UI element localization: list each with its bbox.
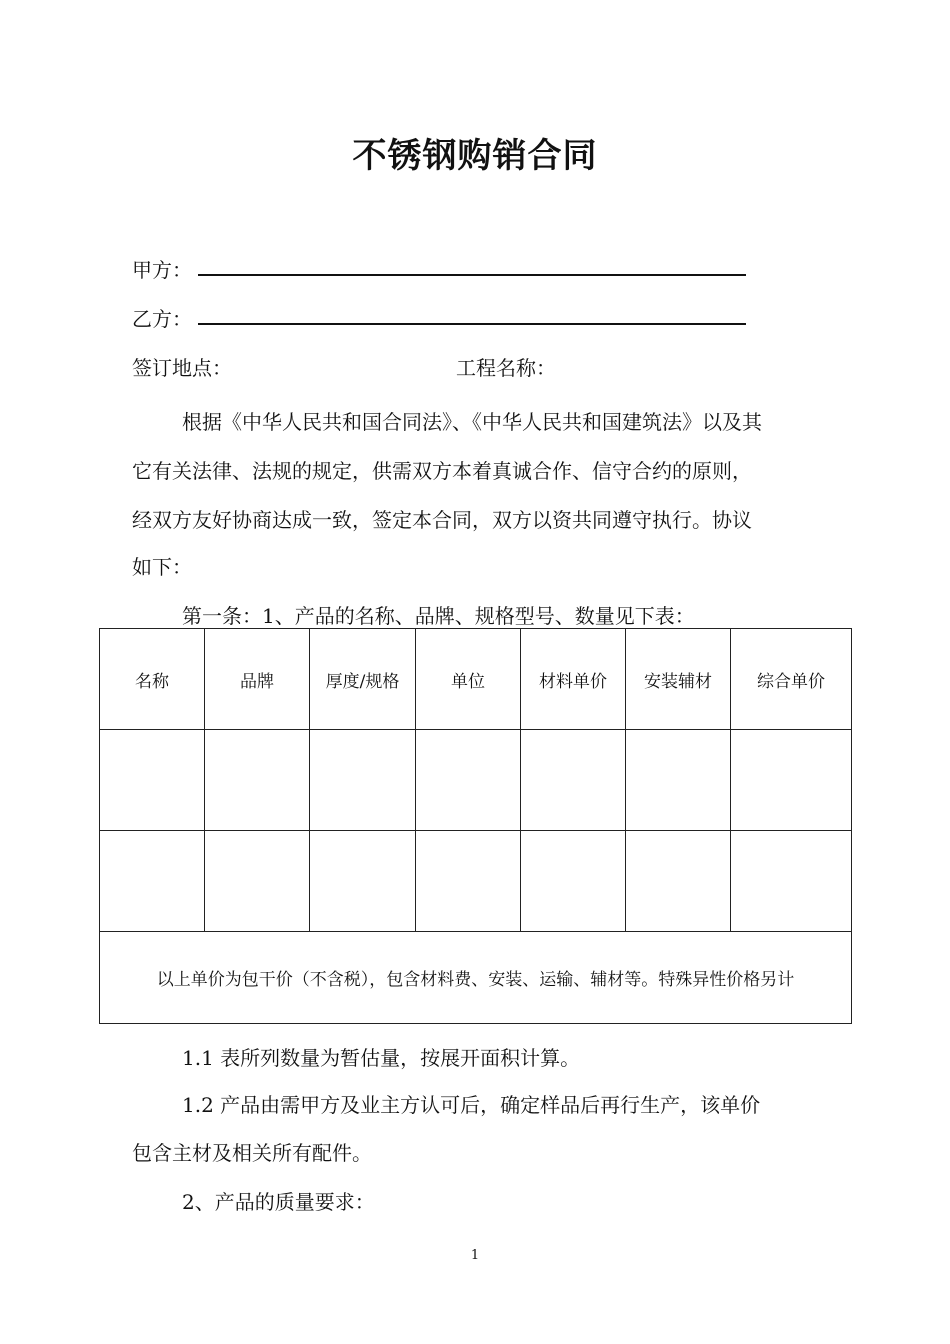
- table-note-row: [100, 932, 852, 1024]
- table-header-cell: 品牌: [205, 629, 310, 730]
- table-note: 以上单价为包干价（不含税），包含材料费、安装、运输、辅材等。特殊异性价格另计: [100, 932, 852, 1024]
- table-cell: [310, 831, 416, 932]
- page-number: 1: [470, 1248, 480, 1263]
- intro-line-2: 它有关法律、法规的规定，供需双方本着真诚合作、信守合约的原则，: [132, 459, 752, 483]
- table-cell: [205, 730, 310, 831]
- table-cell: [521, 831, 626, 932]
- table-header-row: [100, 629, 852, 730]
- clause-2: 2、产品的质量要求：: [182, 1190, 375, 1214]
- table-cell: [310, 730, 416, 831]
- table-cell: [626, 730, 731, 831]
- table-header-cell: 安装辅材: [626, 629, 731, 730]
- project-name-label: 工程名称：: [456, 356, 556, 380]
- table-cell: [731, 831, 852, 932]
- table-cell: [416, 831, 521, 932]
- table-row: [100, 831, 852, 932]
- table-cell: [100, 831, 205, 932]
- party-a-blank-line: [198, 274, 746, 276]
- intro-line-4: 如下：: [132, 555, 192, 579]
- clause-1-2-line-2: 包含主材及相关所有配件。: [132, 1141, 372, 1165]
- table-cell: [205, 831, 310, 932]
- table-cell: [100, 730, 205, 831]
- article1-heading: 第一条：1、产品的名称、品牌、规格型号、数量见下表：: [182, 604, 695, 628]
- table-row: [100, 730, 852, 831]
- intro-line-1: 根据《中华人民共和国合同法》、《中华人民共和国建筑法》以及其: [182, 410, 762, 434]
- table-header-cell: 材料单价: [521, 629, 626, 730]
- clause-1-2-line-1: 1.2 产品由需甲方及业主方认可后，确定样品后再行生产，该单价: [182, 1093, 761, 1117]
- table-header-cell: 名称: [100, 629, 205, 730]
- sign-place-label: 签订地点：: [132, 356, 232, 380]
- document-title: 不锈钢购销合同: [352, 136, 598, 176]
- party-b-blank-line: [198, 323, 746, 325]
- party-b-label: 乙方：: [132, 307, 192, 331]
- clause-1-1: 1.1 表所列数量为暂估量，按展开面积计算。: [182, 1046, 581, 1070]
- table-header-cell: 厚度/规格: [310, 629, 416, 730]
- party-a-label: 甲方：: [132, 258, 192, 282]
- table-header-cell: 综合单价: [731, 629, 852, 730]
- table-cell: [731, 730, 852, 831]
- table-header-cell: 单位: [416, 629, 521, 730]
- table-cell: [416, 730, 521, 831]
- table-cell: [521, 730, 626, 831]
- product-spec-table: [99, 628, 852, 1024]
- table-cell: [626, 831, 731, 932]
- intro-line-3: 经双方友好协商达成一致，签定本合同，双方以资共同遵守执行。协议: [132, 508, 752, 532]
